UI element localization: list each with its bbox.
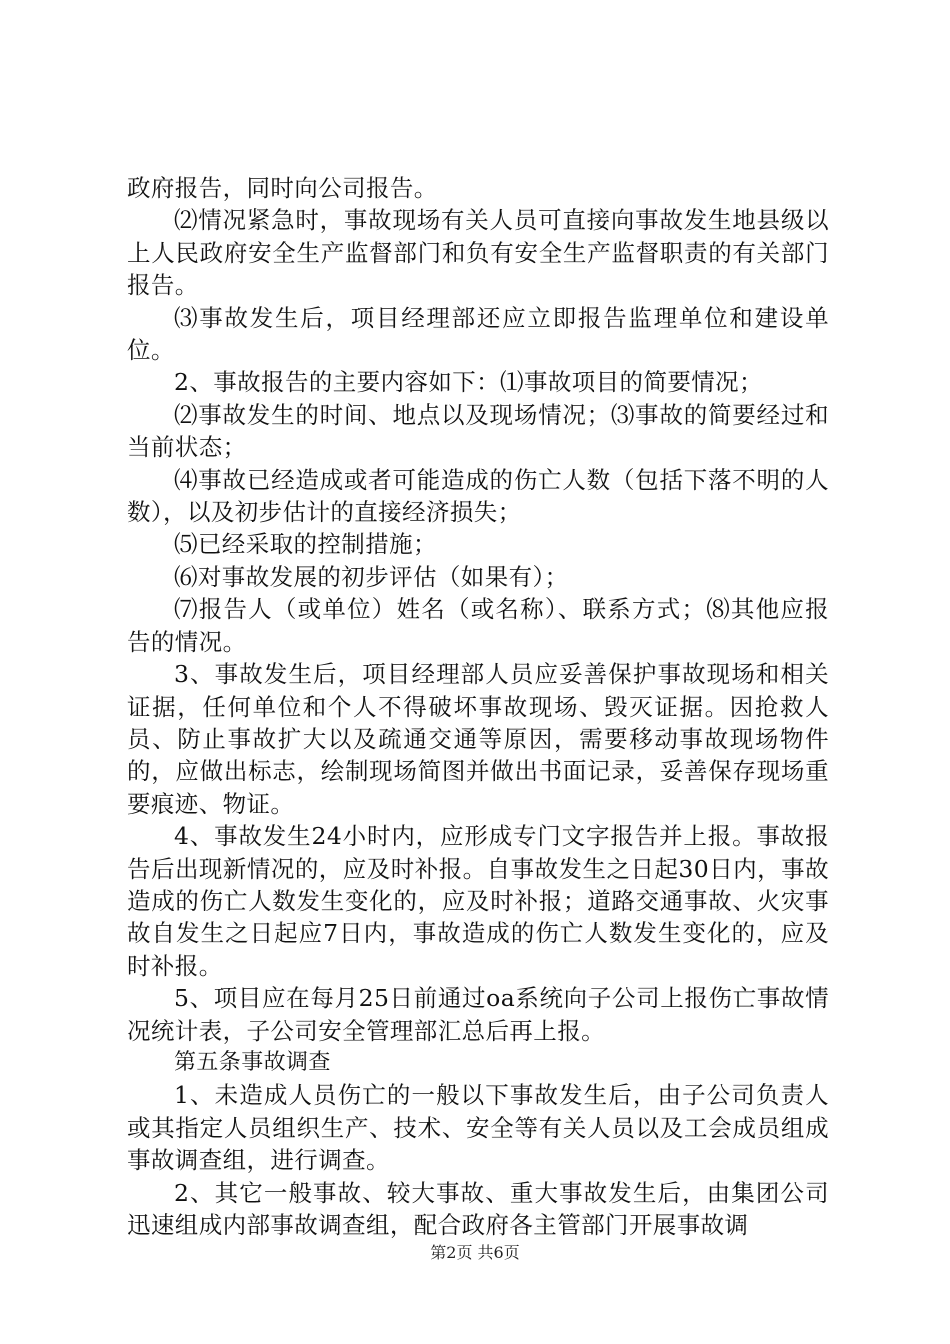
paragraph-content-7-8: ⑺报告人（或单位）姓名（或名称）、联系方式；⑻其他应报告的情况。 xyxy=(127,595,829,656)
document-body xyxy=(127,172,829,1241)
paragraph-item-2: ⑵情况紧急时，事故现场有关人员可直接向事故发生地县级以上人民政府安全生产监督部门和负有安全生产监督职责的有关部门报告。 xyxy=(127,206,829,300)
paragraph-continuation: 政府报告，同时向公司报告。 xyxy=(127,174,438,202)
paragraph-item-3: ⑶事故发生后，项目经理部还应立即报告监理单位和建设单位。 xyxy=(127,303,829,365)
section-heading-investigation: 第五条事故调查 xyxy=(174,1049,331,1075)
paragraph-report-contents: 2、事故报告的主要内容如下：⑴事故项目的简要情况； xyxy=(174,368,763,397)
paragraph-written-report: 4、事故发生24小时内，应形成专门文字报告并上报。事故报告后出现新情况的，应及时补报。自事故发生之日起30日内，事故造成的伤亡人数发生变化的，应及时补报；道路交通事故、火灾事故自发生之日起应7日内，事故造成的伤亡人数发生变化的，应及时补报。 xyxy=(127,822,829,980)
paragraph-investigation-2: 2、其它一般事故、较大事故、重大事故发生后，由集团公司迅速组成内部事故调查组，配合政府各主管部门开展事故调 xyxy=(127,1178,829,1239)
paragraph-content-6: ⑹对事故发展的初步评估（如果有）； xyxy=(174,562,569,591)
paragraph-investigation-1: 1、未造成人员伤亡的一般以下事故发生后，由子公司负责人或其指定人员组织生产、技术、安全等有关人员以及工会成员组成事故调查组，进行调查。 xyxy=(127,1081,829,1175)
paragraph-content-4: ⑷事故已经造成或者可能造成的伤亡人数（包括下落不明的人数），以及初步估计的直接经济损失； xyxy=(127,465,829,527)
paragraph-content-5: ⑸已经采取的控制措施； xyxy=(174,530,437,559)
paragraph-monthly-report: 5、项目应在每月25日前通过oa系统向子公司上报伤亡事故情况统计表，子公司安全管理部汇总后再上报。 xyxy=(127,984,829,1045)
paragraph-content-2-3: ⑵事故发生的时间、地点以及现场情况；⑶事故的简要经过和当前状态； xyxy=(127,400,829,462)
page-number-footer: 第2页 共6页 xyxy=(430,1243,520,1262)
paragraph-scene-protection: 3、事故发生后，项目经理部人员应妥善保护事故现场和相关证据，任何单位和个人不得破坏事故现场、毁灭证据。因抢救人员、防止事故扩大以及疏通交通等原因，需要移动事故现场物件的，应做出标志，绘制现场简图并做出书面记录，妥善保存现场重要痕迹、物证。 xyxy=(127,660,829,818)
